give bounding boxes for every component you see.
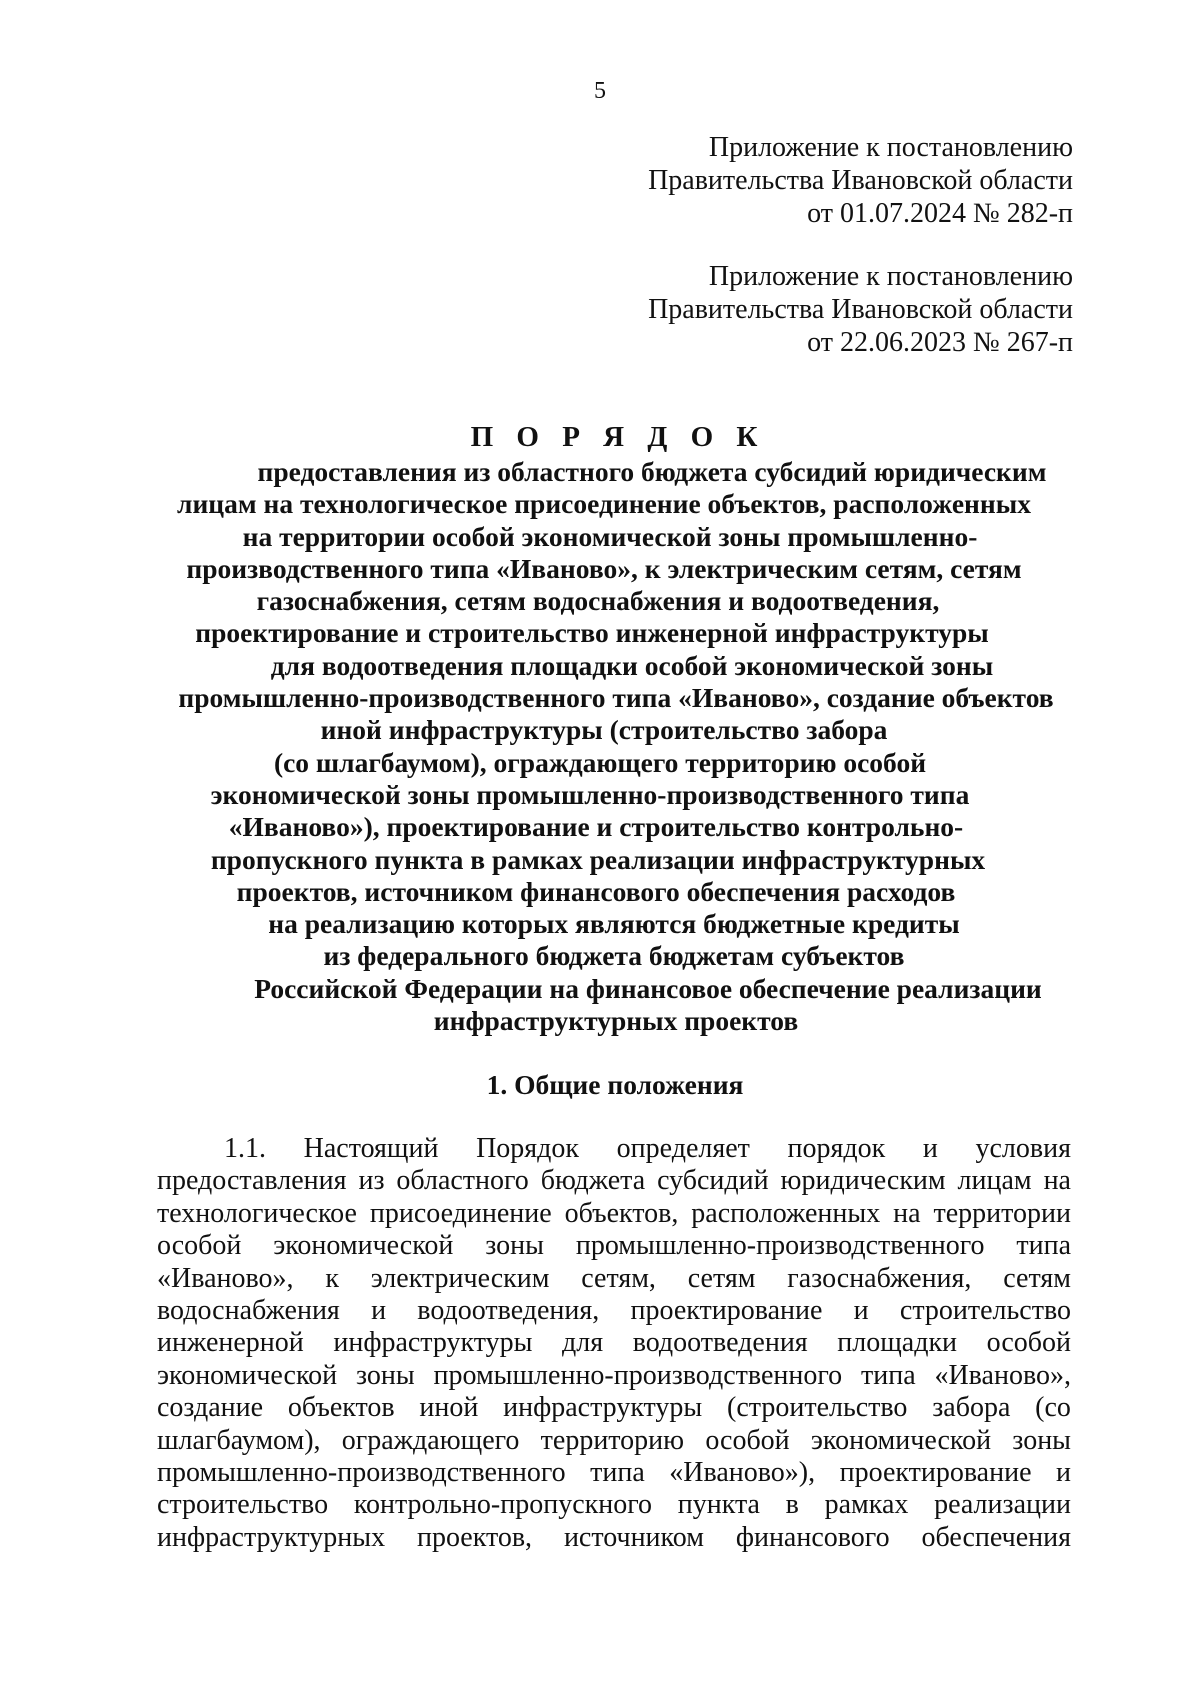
page-number: 5 xyxy=(594,78,606,104)
word: типа xyxy=(860,1359,916,1391)
word: промышленно-производственного xyxy=(433,1359,843,1391)
word: юридическим xyxy=(780,1165,946,1197)
word: реализации xyxy=(934,1489,1071,1521)
word: субсидий xyxy=(657,1165,769,1197)
word: водоотведения, xyxy=(417,1295,600,1327)
word: 1.1. xyxy=(224,1133,266,1164)
paragraph-line xyxy=(157,1489,1071,1521)
word: «Иваново»), xyxy=(669,1457,816,1489)
word: инженерной xyxy=(157,1327,304,1359)
paragraph-line xyxy=(157,1198,1071,1230)
word: инфраструктуры xyxy=(333,1327,533,1359)
word: и xyxy=(371,1295,387,1327)
word: «Иваново», xyxy=(934,1359,1071,1391)
subtitle-line: пропускного пункта в рамках реализации инфраструктурных xyxy=(210,843,986,875)
word: порядок xyxy=(787,1133,886,1164)
subtitle-line: предоставления из областного бюджета субсидий юридическим xyxy=(257,456,1047,487)
word: особой xyxy=(705,1424,790,1456)
paragraph-line xyxy=(157,1230,1071,1262)
word: (строительство xyxy=(727,1392,908,1424)
word: типа xyxy=(590,1457,645,1489)
word: на xyxy=(1043,1165,1071,1197)
annex-line: Правительства Ивановской области xyxy=(648,294,1073,325)
word: экономической xyxy=(157,1359,338,1391)
paragraph-line xyxy=(157,1165,1071,1197)
annex-header-current xyxy=(648,131,1073,230)
word: проектов, xyxy=(416,1521,533,1553)
paragraph-line xyxy=(157,1263,1071,1295)
word: и xyxy=(1056,1457,1071,1489)
paragraph-1-1 xyxy=(157,1133,1071,1554)
subtitle-line: производственного типа «Иваново», к электрическим сетям, сетям xyxy=(186,552,1022,584)
paragraph-line xyxy=(157,1522,1071,1554)
word: лицам xyxy=(957,1165,1032,1197)
subtitle-line: из федерального бюджета бюджетам субъектов xyxy=(323,940,905,972)
word: Порядок xyxy=(476,1133,580,1164)
word: водоотведения xyxy=(632,1327,808,1359)
annex-line: Приложение к постановлению xyxy=(708,261,1073,292)
word: предоставления xyxy=(157,1165,347,1197)
paragraph-line xyxy=(157,1425,1071,1457)
word: иной xyxy=(419,1392,479,1424)
subtitle-line: «Иваново»), проектирование и строительство контрольно- xyxy=(228,811,964,843)
word: источником xyxy=(563,1521,704,1553)
word: на xyxy=(893,1197,921,1229)
word: рамках xyxy=(824,1489,909,1521)
word: присоединение xyxy=(369,1197,552,1229)
word: строительство xyxy=(157,1489,329,1521)
word: площадки xyxy=(837,1327,958,1359)
word: сетям xyxy=(687,1262,756,1294)
section-heading: 1. Общие положения xyxy=(486,1069,744,1100)
word: обеспечения xyxy=(921,1521,1071,1553)
word: пункта xyxy=(677,1489,760,1521)
subtitle-line: инфраструктурных проектов xyxy=(433,1005,799,1037)
word: промышленно-производственного xyxy=(575,1230,985,1262)
subtitle-line: проектов, источником финансового обеспечения расходов xyxy=(236,875,956,907)
word: Настоящий xyxy=(303,1133,439,1164)
word: особой xyxy=(157,1230,242,1262)
paragraph-line xyxy=(157,1327,1071,1359)
word: в xyxy=(785,1489,799,1521)
subtitle-line: на территории особой экономической зоны промышленно- xyxy=(242,520,978,552)
word: инфраструктурных xyxy=(157,1521,386,1553)
word: промышленно-производственного xyxy=(157,1457,566,1489)
word: создание xyxy=(157,1392,264,1424)
word: технологическое xyxy=(157,1197,357,1229)
word: объектов, xyxy=(564,1197,679,1229)
word: забора xyxy=(932,1392,1011,1424)
word: ограждающего xyxy=(341,1424,520,1456)
word: финансового xyxy=(735,1521,890,1553)
word: проектирование xyxy=(839,1457,1032,1489)
word: (со xyxy=(1035,1392,1071,1424)
subtitle-line: газоснабжения, сетям водоснабжения и водоотведения, xyxy=(256,585,940,617)
word: электрическим xyxy=(370,1262,550,1294)
annex-line: Приложение к постановлению xyxy=(708,132,1073,163)
word: территории xyxy=(933,1197,1071,1229)
word: расположенных xyxy=(691,1197,881,1229)
document-title: П О Р Я Д О К xyxy=(470,421,766,453)
subtitle-line: Российской Федерации на финансовое обеспечение реализации xyxy=(254,972,1042,1004)
word: водоснабжения xyxy=(157,1295,340,1327)
paragraph-line xyxy=(157,1392,1071,1424)
word: сетям xyxy=(1003,1262,1071,1294)
paragraph-line xyxy=(157,1360,1071,1392)
paragraph-line xyxy=(157,1295,1071,1327)
word: экономической xyxy=(273,1230,454,1262)
word: территорию xyxy=(540,1424,685,1456)
subtitle-line: иной инфраструктуры (строительство забора xyxy=(320,714,888,746)
word: для xyxy=(562,1327,604,1359)
subtitle-line: проектирование и строительство инженерной инфраструктуры xyxy=(195,617,989,649)
word: к xyxy=(325,1262,339,1294)
word: типа xyxy=(1016,1230,1071,1262)
paragraph-line xyxy=(157,1457,1071,1489)
word: определяет xyxy=(616,1133,750,1164)
word: проектирование xyxy=(630,1295,823,1327)
subtitle-line: на реализацию которых являются бюджетные кредиты xyxy=(268,908,960,940)
subtitle-line: промышленно-производственного типа «Иваново», создание объектов xyxy=(178,682,1054,714)
annex-line: Правительства Ивановской области xyxy=(648,165,1073,196)
word: зоны xyxy=(485,1230,544,1262)
word: сетям, xyxy=(581,1262,656,1294)
word: контрольно-пропускного xyxy=(353,1489,653,1521)
word: зоны xyxy=(1012,1424,1071,1456)
annex-header-original xyxy=(648,260,1073,359)
paragraph-line xyxy=(157,1133,1071,1165)
annex-line: от 01.07.2024 № 282-п xyxy=(807,198,1073,229)
word: строительство xyxy=(899,1295,1071,1327)
subtitle-line: для водоотведения площадки особой экономической зоны xyxy=(270,649,994,681)
word: зоны xyxy=(355,1359,415,1391)
word: «Иваново», xyxy=(157,1262,294,1294)
document-subtitle xyxy=(0,456,1200,1037)
subtitle-line: лицам на технологическое присоединение объектов, расположенных xyxy=(177,488,1031,520)
word: объектов xyxy=(287,1392,395,1424)
annex-line: от 22.06.2023 № 267-п xyxy=(807,327,1073,358)
word: и xyxy=(853,1295,869,1327)
word: условия xyxy=(975,1133,1071,1164)
word: экономической xyxy=(810,1424,992,1456)
word: инфраструктуры xyxy=(503,1392,703,1424)
subtitle-line: (со шлагбаумом), ограждающего территорию особой xyxy=(273,746,927,778)
word: газоснабжения, xyxy=(787,1262,972,1294)
word: бюджета xyxy=(540,1165,646,1197)
word: и xyxy=(922,1133,938,1164)
word: шлагбаумом), xyxy=(157,1424,321,1456)
subtitle-line: экономической зоны промышленно-производственного типа xyxy=(210,778,970,810)
word: особой xyxy=(986,1327,1071,1359)
word: областного xyxy=(396,1165,529,1197)
word: из xyxy=(358,1165,385,1197)
